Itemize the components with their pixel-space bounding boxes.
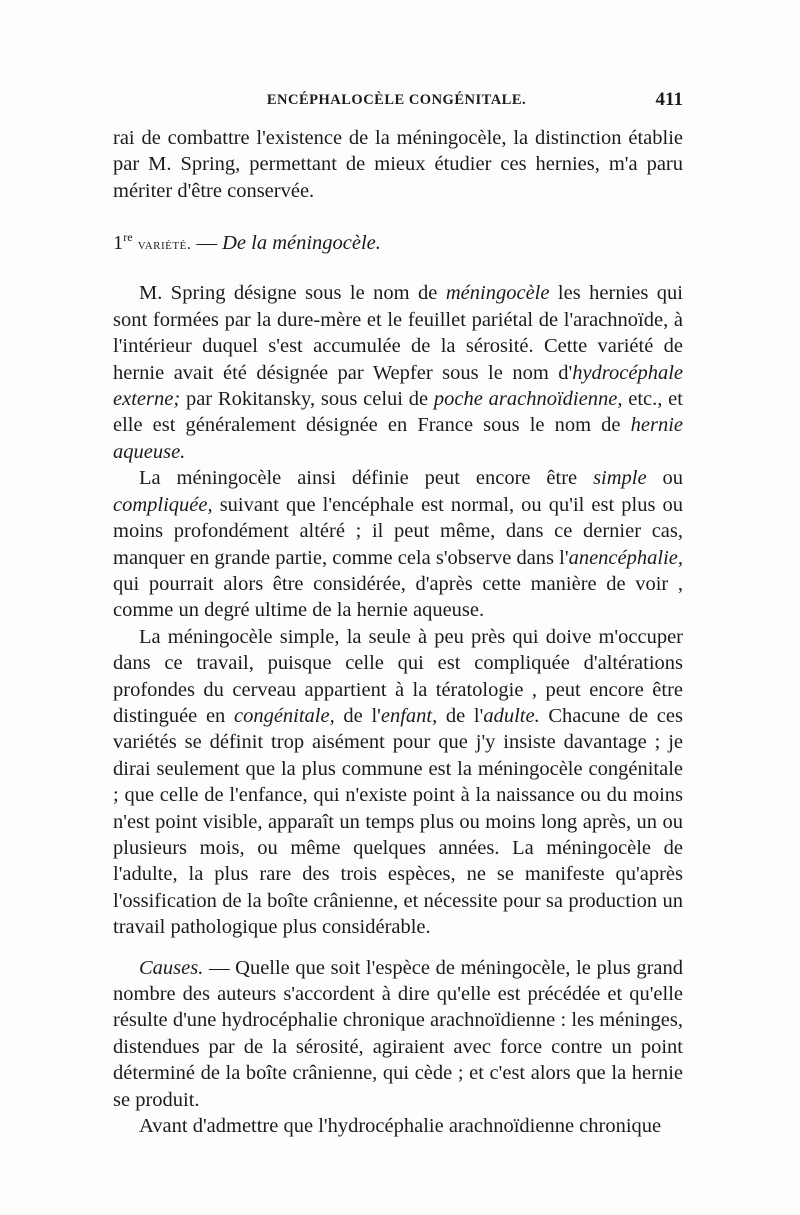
text-run: — Quelle que soit l'espèce de méningocèle, le plus grand nombre des auteurs s'accordent à dire qu'elle est précédée et qu'elle résulte d'une hydrocéphalie chronique arachnoïdienne : les méninges, distendues par de la sérosité, agiraient avec force contre un point déterminé de la boîte crânienne, qui cède ; et c'est alors que la hernie se produit.	[113, 956, 683, 1111]
italic-run: poche arachnoïdienne,	[433, 388, 623, 411]
paragraph-causes	[113, 955, 683, 1113]
italic-run: anencéphalie,	[568, 546, 683, 569]
text-run: de l'	[334, 704, 381, 727]
italic-run: méningocèle	[445, 282, 550, 305]
text-run: de l'	[437, 704, 484, 727]
paragraph-definition	[113, 280, 683, 465]
section-label: variété.	[137, 236, 192, 254]
text-run: ou	[646, 467, 684, 490]
section-heading	[113, 224, 683, 258]
running-head	[110, 89, 683, 116]
text-run: La méningocèle ainsi définie peut encore être	[139, 467, 594, 490]
running-title: ENCÉPHALOCÈLE CONGÉNITALE.	[266, 92, 527, 108]
text-run: etc., et elle est généralement désignée en France sous le nom de	[113, 388, 683, 437]
paragraph-simple-meningocele	[113, 624, 683, 941]
paragraph-continuation	[113, 1113, 683, 1139]
text-run: qui pourrait alors être considérée, d'après cette manière de voir , comme un degré ultime de la hernie aqueuse.	[113, 572, 683, 622]
italic-run: simple	[593, 467, 647, 490]
italic-run: hernie aqueuse.	[113, 414, 683, 463]
text-run: les hernies qui sont formées par la dure-mère et le feuillet pariétal de l'arachnoïde, à l'intérieur duquel s'est accumulée de la sérosité. Cette variété de hernie avait été désignée par Wepfer sous le nom d'	[113, 282, 683, 384]
text-run: par Rokitansky, sous celui de	[180, 388, 434, 411]
section-number-superscript: re	[123, 230, 133, 245]
section-title: De la méningocèle.	[222, 232, 381, 255]
text-run: La méningocèle simple, la seule à peu près qui doive m'occuper dans ce travail, puisque celle qui est compliquée d'altérations profondes du cerveau appartient à la tératologie , peut encore être distinguée en	[113, 625, 683, 727]
italic-run: hydrocéphale externe;	[113, 361, 683, 411]
italic-run: congénitale,	[233, 704, 335, 727]
text-run: Avant d'admettre que l'hydrocéphalie arachnoïdienne chronique	[139, 1115, 662, 1138]
text-run: suivant que l'encéphale est normal, ou qu'il est plus ou moins profondément altéré ; il peut même, dans ce dernier cas, manquer en grande partie, comme cela s'observe dans l'	[113, 493, 683, 569]
italic-run: enfant,	[380, 704, 438, 727]
text-run: M. Spring désigne sous le nom de	[139, 282, 446, 305]
page-number: 411	[655, 89, 683, 110]
body-text	[113, 125, 683, 1139]
section-dash: —	[191, 232, 223, 255]
italic-run: adulte.	[483, 704, 540, 727]
intro-paragraph: rai de combattre l'existence de la méningocèle, la distinction établie par M. Spring, permettant de mieux étudier ces hernies, m'a paru mériter d'être conservée.	[113, 127, 683, 202]
paragraph-varieties	[113, 465, 683, 623]
italic-run: Causes.	[139, 956, 204, 979]
italic-run: compliquée,	[113, 493, 213, 516]
text-run: Chacune de ces variétés se définit trop aisément pour que j'y insiste davantage ; je dirai seulement que la plus commune est la méningocèle congénitale ; que celle de l'enfance, qui n'existe point à la naissance ou du moins n'est point visible, apparaît un temps plus ou moins long après, un ou plusieurs mois, ou même quelques années. La méningocèle de l'adulte, la plus rare des trois espèces, ne se manifeste qu'après l'ossification de la boîte crânienne, et nécessite pour sa production un travail pathologique plus considérable.	[113, 704, 683, 939]
section-number: 1	[113, 232, 124, 255]
